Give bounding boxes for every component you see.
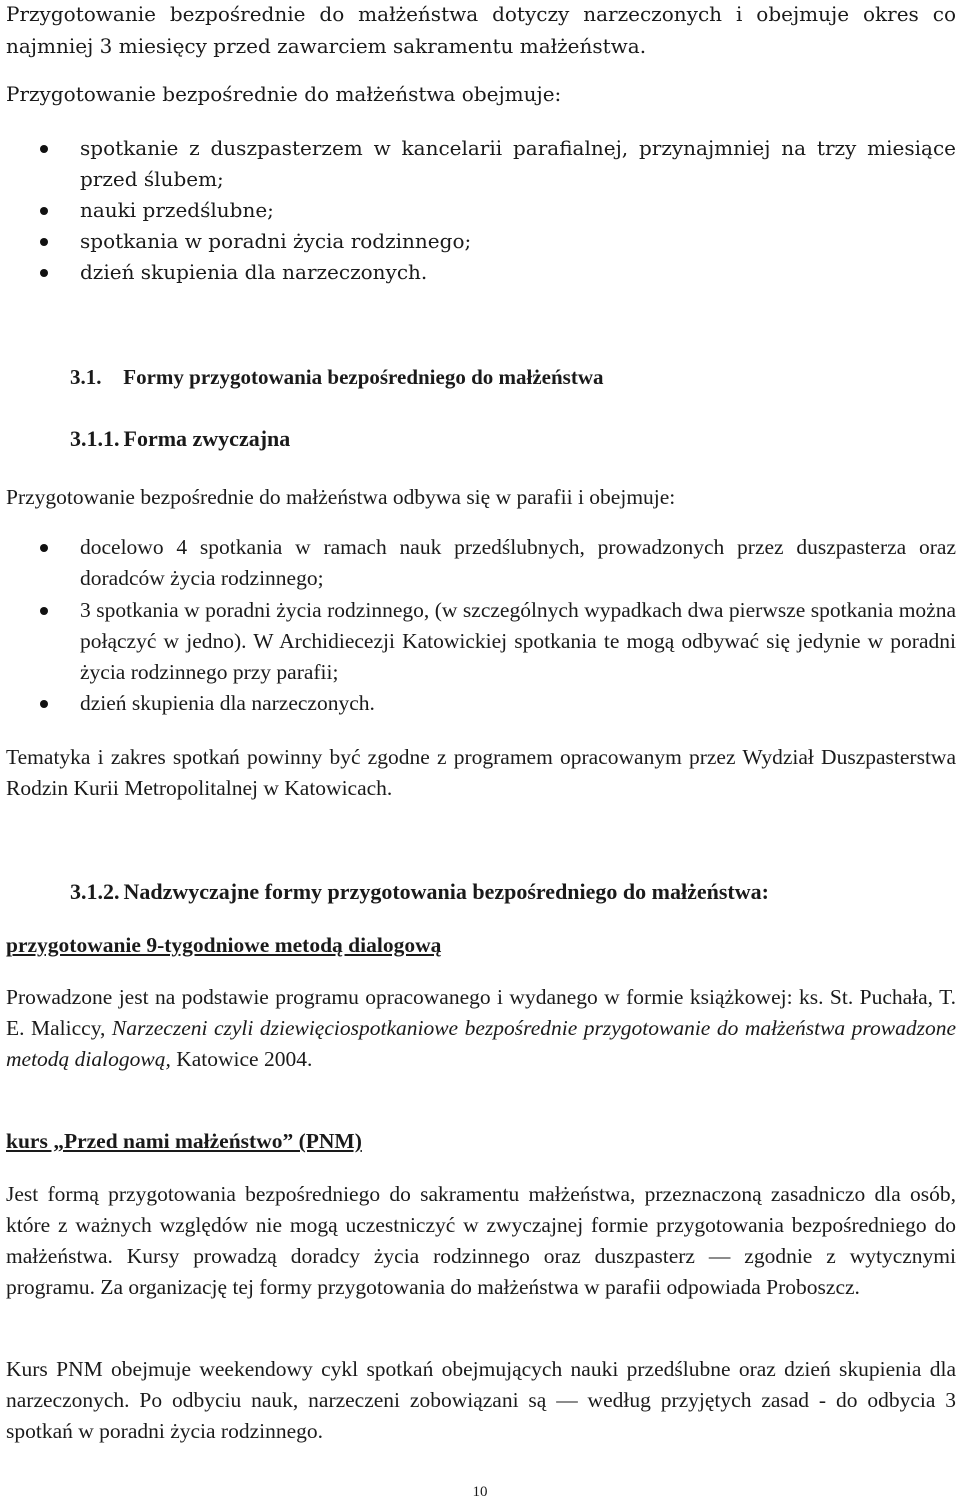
paragraph-text: Prowadzone jest na podstawie programu opracowanego i wydanego w formie książkowej: ks. St. Puchała, T. E. Maliccy, [6, 985, 956, 1040]
intro-list [40, 133, 956, 288]
paragraph [6, 982, 956, 1075]
paragraph-text: Katowice 2004. [170, 1047, 313, 1071]
subsection-heading [6, 930, 956, 961]
list-item: dzień skupienia dla narzeczonych. [40, 688, 956, 719]
subsection-heading-text: kurs „Przed nami małżeństwo” (PNM) [6, 1129, 362, 1153]
paragraph: Kurs PNM obejmuje weekendowy cykl spotkań obejmujących nauki przedślubne oraz dzień skupienia dla narzeczonych. Po odbyciu nauk, narzeczeni zobowiązani są — według przyjętych zasad - do odbycia 3 spotkań w poradni życia rodzinnego. [6, 1357, 956, 1443]
section-heading-3-1 [70, 365, 604, 390]
intro-list-lead: Przygotowanie bezpośrednie do małżeństwa obejmuje: [6, 82, 562, 106]
paragraph: Przygotowanie bezpośrednie do małżeństwa odbywa się w parafii i obejmuje: [6, 485, 676, 509]
forma-zwyczajna-list [40, 532, 956, 720]
section-title: Nadzwyczajne formy przygotowania bezpośredniego do małżeństwa: [123, 879, 769, 904]
section-heading-3-1-1 [70, 426, 290, 452]
list-item: spotkanie z duszpasterzem w kancelarii parafialnej, przynajmniej na trzy miesiące przed ślubem; [40, 133, 956, 195]
section-heading-3-1-2 [70, 879, 769, 905]
section-number: 3.1.2. [70, 879, 120, 904]
book-title: Narzeczeni czyli dziewięciospotkaniowe bezpośrednie przygotowanie do małżeństwa prowadzone metodą dialogową, [6, 1016, 956, 1071]
list-item: dzień skupienia dla narzeczonych. [40, 257, 956, 288]
section-title: Forma zwyczajna [123, 426, 291, 451]
list-item: nauki przedślubne; [40, 195, 956, 226]
subsection-heading-text: przygotowanie 9-tygodniowe metodą dialogową [6, 933, 442, 957]
subsection-heading [6, 1126, 956, 1157]
list-item: spotkania w poradni życia rodzinnego; [40, 226, 956, 257]
section-number: 3.1.1. [70, 426, 120, 451]
list-item: 3 spotkania w poradni życia rodzinnego, (w szczególnych wypadkach dwa pierwsze spotkania można połączyć w jedno). W Archidiecezji Katowickiej spotkania te mogą odbywać się jedynie w poradni życia rodzinnego przy parafii; [40, 595, 956, 689]
page-number: 10 [472, 1484, 488, 1500]
intro-paragraph: Przygotowanie bezpośrednie do małżeństwa dotyczy narzeczonych i obejmuje okres co najmniej 3 miesięcy przed zawarciem sakramentu małżeństwa. [6, 2, 956, 58]
section-number: 3.1. [70, 365, 102, 389]
paragraph: Tematyka i zakres spotkań powinny być zgodne z programem opracowanym przez Wydział Duszpasterstwa Rodzin Kurii Metropolitalnej w Katowicach. [6, 745, 956, 800]
paragraph: Jest formą przygotowania bezpośredniego do sakramentu małżeństwa, przeznaczoną zasadniczo dla osób, które z ważnych względów nie mogą uczestniczyć w zwyczajnej formie przygotowania bezpośredniego do małżeństwa. Kursy prowadzą doradcy życia rodzinnego oraz duszpasterz — zgodnie z wytycznymi programu. Za organizację tej formy przygotowania do małżeństwa w parafii odpowiada Proboszcz. [6, 1182, 956, 1299]
list-item: docelowo 4 spotkania w ramach nauk przedślubnych, prowadzonych przez duszpasterza oraz doradców życia rodzinnego; [40, 532, 956, 595]
section-title: Formy przygotowania bezpośredniego do małżeństwa [123, 365, 604, 389]
